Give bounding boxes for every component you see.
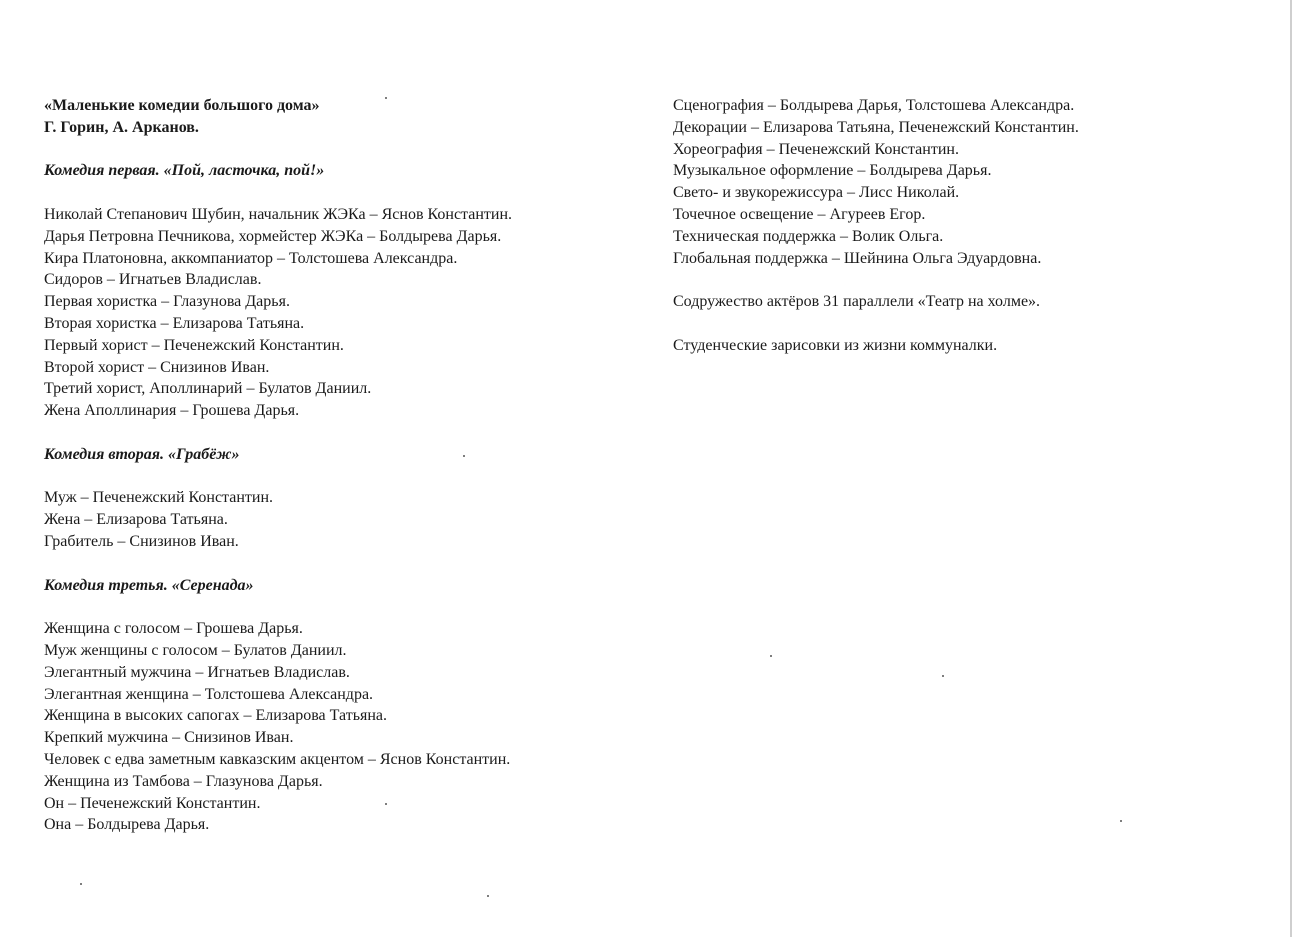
cast-line: Человек с едва заметным кавказским акцентом – Яснов Константин. — [44, 750, 511, 768]
cast-line: Она – Болдырева Дарья. — [44, 816, 210, 834]
comedy-1-heading: Комедия первая. «Пой, ласточка, пой!» — [44, 162, 325, 180]
crew-line: Хореография – Печенежский Константин. — [673, 140, 959, 158]
cast-line: Женщина из Тамбова – Глазунова Дарья. — [44, 772, 323, 790]
scan-edge — [1290, 0, 1292, 937]
comedy-3-heading: Комедия третья. «Серенада» — [44, 576, 254, 594]
left-column — [44, 95, 644, 836]
scan-speck — [463, 455, 465, 457]
play-authors: Г. Горин, А. Арканов. — [44, 118, 199, 136]
cast-line: Жена – Елизарова Татьяна. — [44, 511, 228, 529]
crew-line: Техническая поддержка – Волик Ольга. — [673, 227, 944, 245]
cast-line: Николай Степанович Шубин, начальник ЖЭКа – Яснов Константин. — [44, 205, 513, 223]
cast-line: Дарья Петровна Печникова, хормейстер ЖЭКа – Болдырева Дарья. — [44, 227, 502, 245]
play-title: «Маленькие комедии большого дома» — [44, 97, 320, 114]
cast-line: Муж женщины с голосом – Булатов Даниил. — [44, 641, 347, 659]
cast-line: Женщина в высоких сапогах – Елизарова Татьяна. — [44, 707, 388, 725]
cast-line: Сидоров – Игнатьев Владислав. — [44, 271, 262, 289]
cast-line: Жена Аполлинария – Грошева Дарья. — [44, 402, 300, 420]
right-column — [673, 95, 1273, 357]
cast-line: Кира Платоновна, аккомпаниатор – Толстошева Александра. — [44, 249, 458, 267]
cast-line: Элегантная женщина – Толстошева Александра. — [44, 685, 374, 703]
cast-line: Второй хорист – Снизинов Иван. — [44, 358, 270, 376]
scan-speck — [487, 895, 489, 897]
cast-line: Первая хористка – Глазунова Дарья. — [44, 293, 290, 311]
scan-speck — [385, 803, 387, 805]
cast-line: Муж – Печенежский Константин. — [44, 489, 274, 507]
cast-line: Он – Печенежский Константин. — [44, 794, 261, 812]
cast-line: Крепкий мужчина – Снизинов Иван. — [44, 729, 294, 747]
scan-speck — [385, 97, 387, 99]
scan-speck — [770, 655, 772, 657]
comedy-2-heading: Комедия вторая. «Грабёж» — [44, 445, 240, 463]
cast-line: Вторая хористка – Елизарова Татьяна. — [44, 314, 305, 332]
crew-line: Декорации – Елизарова Татьяна, Печенежский Константин. — [673, 118, 1079, 136]
crew-line: Глобальная поддержка – Шейнина Ольга Эдуардовна. — [673, 249, 1042, 267]
crew-line: Свето- и звукорежиссура – Лисс Николай. — [673, 184, 960, 202]
scan-speck — [1120, 820, 1122, 822]
cast-line: Женщина с голосом – Грошева Дарья. — [44, 620, 303, 638]
crew-line: Сценография – Болдырева Дарья, Толстошева Александра. — [673, 97, 1075, 114]
scan-speck — [942, 675, 944, 677]
ensemble-line: Содружество актёров 31 параллели «Театр на холме». — [673, 293, 1041, 311]
cast-line: Первый хорист – Печенежский Константин. — [44, 336, 344, 354]
scan-speck — [80, 883, 82, 885]
crew-line: Точечное освещение – Агуреев Егор. — [673, 205, 926, 223]
subtitle-line: Студенческие зарисовки из жизни коммуналки. — [673, 336, 998, 354]
cast-line: Третий хорист, Аполлинарий – Булатов Даниил. — [44, 380, 372, 398]
cast-line: Грабитель – Снизинов Иван. — [44, 532, 239, 550]
crew-line: Музыкальное оформление – Болдырева Дарья. — [673, 162, 992, 180]
cast-line: Элегантный мужчина – Игнатьев Владислав. — [44, 663, 350, 681]
